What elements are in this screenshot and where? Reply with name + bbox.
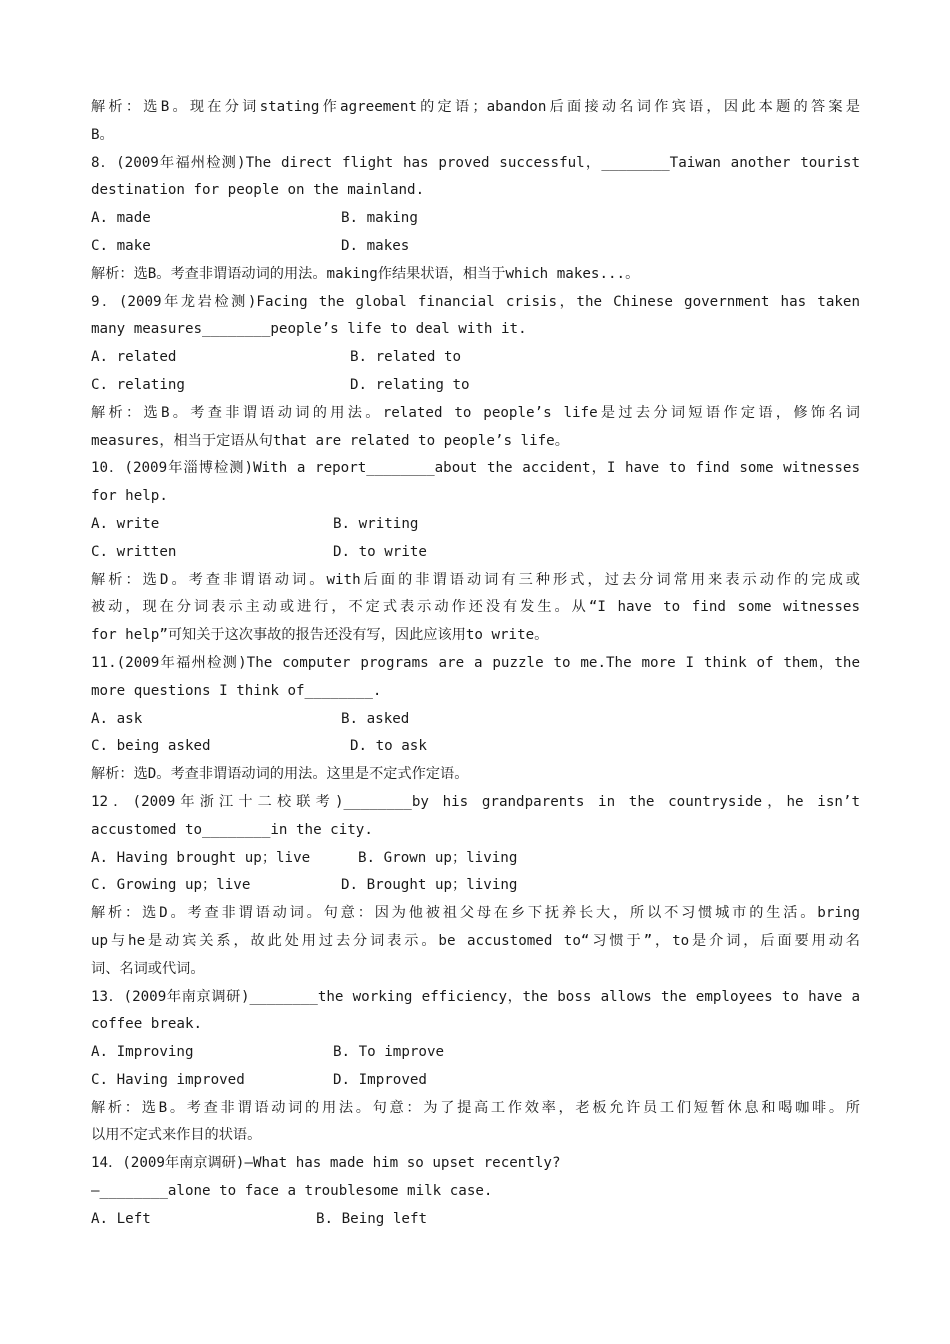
answer-options-row [91,1206,860,1234]
answer-options-row [91,233,860,261]
answer-option: C. Growing up；live [91,877,251,894]
answer-option: A. Improving [91,1044,194,1061]
text-line: more questions I think of________. [91,682,382,699]
answer-options-row [91,1067,860,1095]
text-line: coffee break. [91,1016,203,1033]
text-line: B。 [91,126,114,143]
answer-option: A. related [91,349,177,366]
answer-option: C. being asked [91,738,211,755]
answer-option: B. writing [333,515,419,532]
answer-options-row [91,344,860,372]
text-line: 以用不定式来作目的状语。 [91,1127,262,1144]
answer-option: D. to ask [350,738,427,755]
answer-option: B. related to [350,349,462,366]
answer-option: C. relating [91,376,185,393]
answer-option: C. make [91,237,151,254]
answer-option: A. Left [91,1210,151,1227]
text-line: 11.(2009年福州检测)The computer programs are a puzzle to me.The more I think of them，the [91,654,860,671]
answer-option: D. Brought up；living [341,877,518,894]
text-line: 解析：选B。考查非谓语动词的用法。making作结果状语，相当于which makes...。 [91,265,640,282]
answer-option: A. ask [91,710,143,727]
text-line: 8．(2009年福州检测)The direct flight has proved successful，________Taiwan another tourist [91,154,860,171]
answer-option: B. To improve [333,1044,445,1061]
answer-option: D. to write [333,543,427,560]
answer-options-row [91,733,860,761]
answer-option: D. relating to [350,376,470,393]
text-line: accustomed to________in the city. [91,821,373,838]
answer-options-row [91,872,860,900]
text-line: —________alone to face a troublesome milk case. [91,1183,493,1200]
text-line: for help”可知关于这次事故的报告还没有写，因此应该用to write。 [91,627,549,644]
text-line: 9．(2009年龙岩检测)Facing the global financial crisis，the Chinese government has taken [91,293,860,310]
text-line: 词、名词或代词。 [91,960,205,977]
text-line: 10．(2009年淄博检测)With a report________about the accident，I have to find some witnesses [91,460,860,477]
answer-options-row [91,511,860,539]
text-line: 解析：选D。考查非谓语动词。with后面的非谓语动词有三种形式，过去分词常用来表示动作的完成或 [91,571,860,588]
answer-option: B. Grown up；living [358,849,518,866]
answer-options-row [91,1039,860,1067]
answer-option: C. written [91,543,177,560]
answer-option: B. making [341,210,418,227]
answer-option: D. Improved [333,1071,427,1088]
text-line: 14．(2009年南京调研)—What has made him so upset recently? [91,1155,561,1172]
text-line: 被动，现在分词表示主动或进行，不定式表示动作还没有发生。从“I have to find some witnesses [91,599,860,616]
answer-option: A. write [91,515,160,532]
text-line: 13．(2009年南京调研)________the working efficiency，the boss allows the employees to have a [91,988,860,1005]
answer-option: A. made [91,210,151,227]
text-line: 解析：选D。考查非谓语动词的用法。这里是不定式作定语。 [91,766,469,783]
answer-option: C. Having improved [91,1071,245,1088]
answer-option: A. Having brought up；live [91,849,311,866]
text-line: up与he是动宾关系，故此处用过去分词表示。be accustomed to“习惯于”，to是介词，后面要用动名 [91,932,860,949]
text-line: 解析：选B。考查非谓语动词的用法。句意：为了提高工作效率，老板允许员工们短暂休息和喝咖啡。所 [91,1099,860,1116]
answer-option: B. Being left [316,1210,428,1227]
text-line: 12．(2009年浙江十二校联考)________by his grandparents in the countryside，he isn’t [91,793,860,810]
answer-options-row [91,539,860,567]
text-line: for help. [91,488,168,505]
answer-option: D. makes [341,237,410,254]
text-line: 解析：选D。考查非谓语动词。句意：因为他被祖父母在乡下抚养长大，所以不习惯城市的生活。bring [91,905,860,922]
answer-options-row [91,706,860,734]
answer-option: B. asked [341,710,410,727]
text-line: destination for people on the mainland. [91,182,425,199]
text-line: 解析：选B。现在分词stating作agreement的定语；abandon后面接动名词作宾语，因此本题的答案是 [91,99,860,115]
text-line: 解析：选B。考查非谓语动词的用法。related to people’s life是过去分词短语作定语，修饰名词 [91,404,860,421]
text-line: measures，相当于定语从句that are related to people’s life。 [91,432,569,449]
text-line: many measures________people’s life to deal with it. [91,321,527,338]
answer-options-row [91,372,860,400]
answer-options-row [91,205,860,233]
answer-options-row [91,845,860,873]
document-page [91,94,860,1234]
